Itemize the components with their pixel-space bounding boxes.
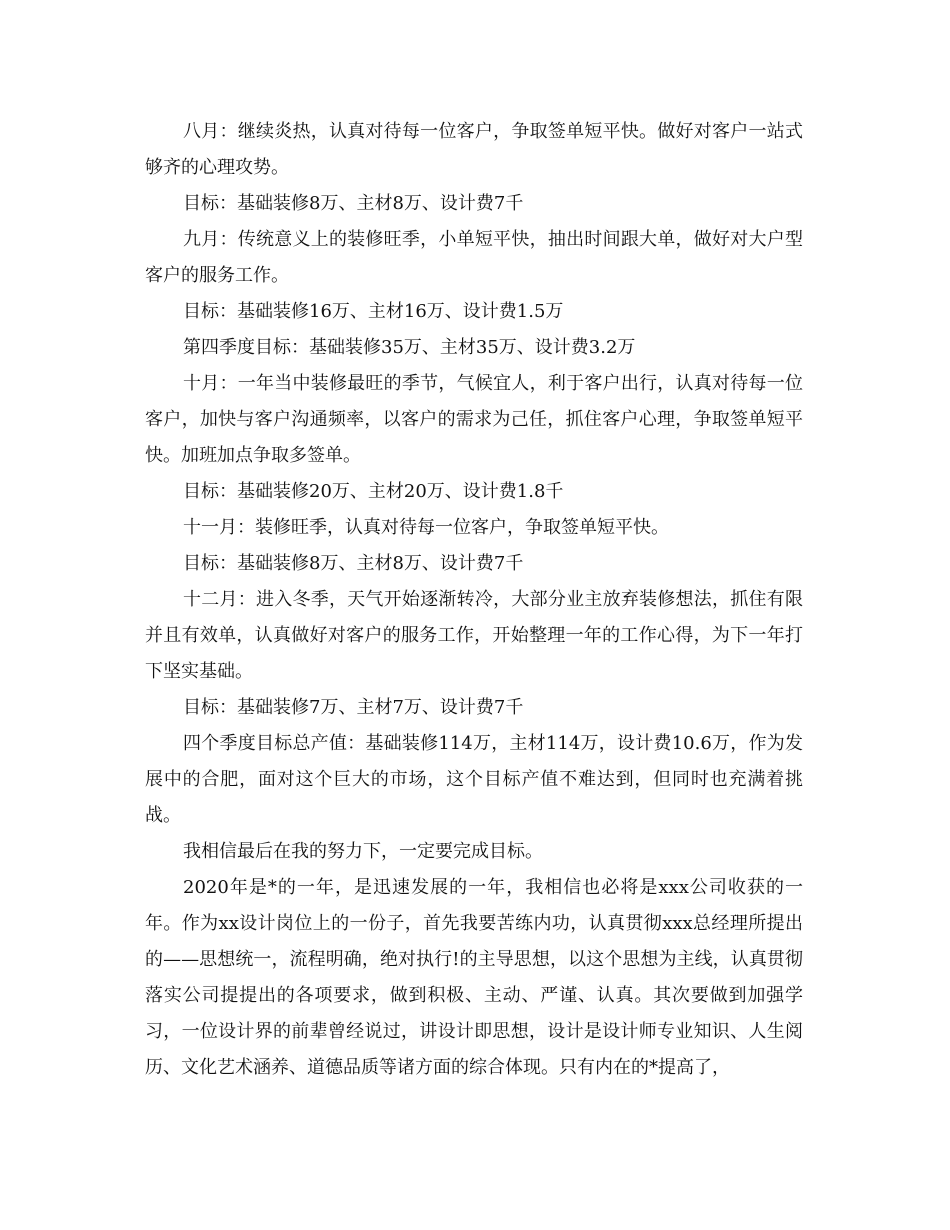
paragraph-november-target: 目标：基础装修8万、主材8万、设计费7千 — [183, 553, 524, 574]
document-body — [145, 114, 803, 1086]
paragraph-q4-target: 第四季度目标：基础装修35万、主材35万、设计费3.2万 — [183, 337, 636, 358]
paragraph-december-target: 目标：基础装修7万、主材7万、设计费7千 — [183, 697, 524, 718]
paragraph-september: 九月：传统意义上的装修旺季，小单短平快，抽出时间跟大单，做好对大户型客户的服务工作。 — [145, 229, 803, 286]
paragraph-august-target: 目标：基础装修8万、主材8万、设计费7千 — [183, 193, 524, 214]
paragraph-annual-total: 四个季度目标总产值：基础装修114万，主材114万，设计费10.6万，作为发展中的合肥，面对这个巨大的市场，这个目标产值不难达到，但同时也充满着挑战。 — [145, 733, 803, 826]
paragraph-august: 八月：继续炎热，认真对待每一位客户，争取签单短平快。做好对客户一站式够齐的心理攻势。 — [145, 121, 803, 178]
paragraph-september-target: 目标：基础装修16万、主材16万、设计费1.5万 — [183, 301, 564, 322]
paragraph-december: 十二月：进入冬季，天气开始逐渐转冷，大部分业主放弃装修想法，抓住有限并且有效单，认真做好对客户的服务工作，开始整理一年的工作心得，为下一年打下坚实基础。 — [145, 589, 803, 682]
paragraph-october: 十月：一年当中装修最旺的季节，气候宜人，利于客户出行，认真对待每一位客户，加快与客户沟通频率，以客户的需求为己任，抓住客户心理，争取签单短平快。加班加点争取多签单。 — [145, 373, 803, 466]
paragraph-november: 十一月：装修旺季，认真对待每一位客户，争取签单短平快。 — [183, 517, 669, 538]
paragraph-confidence: 我相信最后在我的努力下，一定要完成目标。 — [183, 841, 543, 862]
paragraph-2020-outlook: 2020年是*的一年，是迅速发展的一年，我相信也必将是xxx公司收获的一年。作为xx设计岗位上的一份子，首先我要苦练内功，认真贯彻xxx总经理所提出的——思想统一，流程明确，绝对执行!的主导思想，以这个思想为主线，认真贯彻落实公司提提出的各项要求，做到积极、主动、严谨、认真。其次要做到加强学习，一位设计界的前辈曾经说过，讲设计即思想，设计是设计师专业知识、人生阅历、文化艺术涵养、道德品质等诸方面的综合体现。只有内在的*提高了， — [145, 877, 803, 1078]
paragraph-october-target: 目标：基础装修20万、主材20万、设计费1.8千 — [183, 481, 564, 502]
